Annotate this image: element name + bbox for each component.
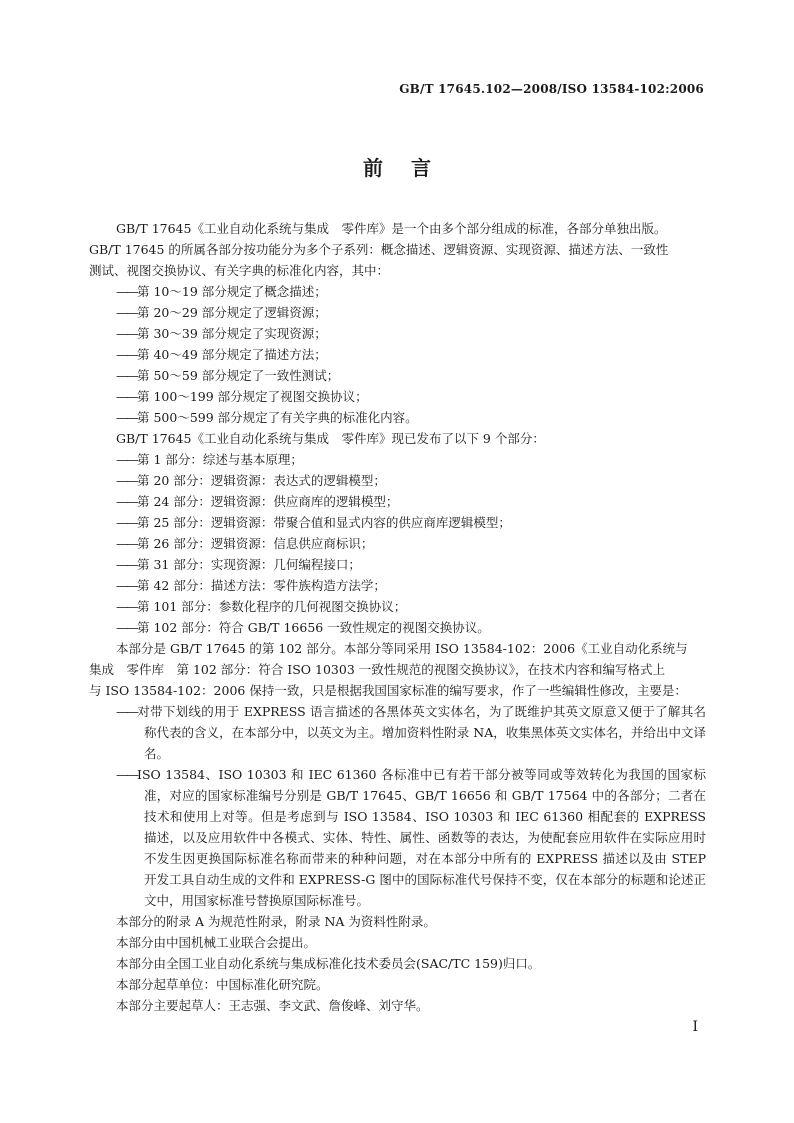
list-item: ——对带下划线的用于 EXPRESS 语言描述的各黑体英文实体名，为了既维护其英文原意又便于了解其名称代表的含义，在本部分中，以英文为主。增加资料性附录 NA，收集黑体英文实体名，并给出中文译名。 <box>116 704 706 761</box>
list-item: ——第 40～49 部分规定了描述方法； <box>116 347 327 362</box>
list-item: ——第 20～29 部分规定了逻辑资源； <box>116 305 327 320</box>
intro-line-1: GB/T 17645《工业自动化系统与集成 零件库》是一个由多个部分组成的标准，各部分单独出版。 <box>116 221 667 236</box>
list-item: ——第 24 部分：逻辑资源：供应商库的逻辑模型； <box>116 494 399 509</box>
published-intro: GB/T 17645《工业自动化系统与集成 零件库》现已发布了以下 9 个部分： <box>116 431 545 446</box>
standard-code-header: GB/T 17645.102—2008/ISO 13584-102:2006 <box>399 82 704 96</box>
list-item: ——第 1 部分：综述与基本原理； <box>116 452 303 467</box>
closing-drafting-unit: 本部分起草单位：中国标准化研究院。 <box>116 977 329 992</box>
published-parts-list <box>89 449 706 638</box>
adoption-line-3: 与 ISO 13584-102：2006 保持一致，只是根据我国国家标准的编写要求，作了一些编辑性修改，主要是： <box>89 683 687 698</box>
series-list <box>89 281 706 428</box>
closing-drafters: 本部分主要起草人：王志强、李文武、詹俊峰、刘守华。 <box>116 998 429 1013</box>
closing-proposer: 本部分由中国机械工业联合会提出。 <box>116 935 317 950</box>
list-item: ——第 26 部分：逻辑资源：信息供应商标识； <box>116 536 374 551</box>
list-item: ——第 31 部分：实现资源：几何编程接口； <box>116 557 361 572</box>
list-item: ——第 500～599 部分规定了有关字典的标准化内容。 <box>116 410 418 425</box>
list-item: ——第 25 部分：逻辑资源：带聚合值和显式内容的供应商库逻辑模型； <box>116 515 511 530</box>
list-item: ——第 30～39 部分规定了实现资源； <box>116 326 327 341</box>
list-item: ——ISO 13584、ISO 10303 和 IEC 61360 各标准中已有若干部分被等同或等效转化为我国的国家标准，对应的国家标准编号分别是 GB/T 17645、GB/T 16656 和 GB/T 17564 中的各部分；二者在技术和使用上对等。但是考虑到与 ISO 13584、ISO 10303 和 IEC 61360 相配套的 EXPRESS 描述，以及应用软件中各模式、实体、特性、属性、函数等的表达，为使配套应用软件在实际应用时不发生因更换国际标准名称而带来的种种问题，对在本部分中所有的 EXPRESS 描述以及由 STEP 开发工具自动生成的文件和 EXPRESS-G 图中的国际标准代号保持不变，仅在本部分的标题和论述正文中，用国家标准号替换原国际标准号。 <box>116 767 706 908</box>
intro-line-3: 测试、视图交换协议、有关字典的标准化内容，其中： <box>89 263 390 278</box>
intro-line-2: GB/T 17645 的所属各部分按功能分为多个子系列：概念描述、逻辑资源、实现资源、描述方法、一致性 <box>89 242 669 257</box>
adoption-line-1: 本部分是 GB/T 17645 的第 102 部分。本部分等同采用 ISO 13584-102：2006《工业自动化系统与 <box>116 641 688 656</box>
closing-annex-note: 本部分的附录 A 为规范性附录，附录 NA 为资料性附录。 <box>116 914 436 929</box>
list-item: ——第 42 部分：描述方法：零件族构造方法学； <box>116 578 386 593</box>
list-item: ——第 10～19 部分规定了概念描述； <box>116 284 327 299</box>
list-item: ——第 50～59 部分规定了一致性测试； <box>116 368 340 383</box>
adoption-line-2: 集成 零件库 第 102 部分：符合 ISO 10303 一致性规范的视图交换协议》，在技术内容和编写格式上 <box>89 662 665 677</box>
page-number: I <box>692 1019 698 1035</box>
closing-committee: 本部分由全国工业自动化系统与集成标准化技术委员会(SAC/TC 159)归口。 <box>116 956 541 971</box>
preface-body <box>89 218 706 1016</box>
list-item: ——第 101 部分：参数化程序的几何视图交换协议； <box>116 599 407 614</box>
list-item: ——第 102 部分：符合 GB/T 16656 一致性规定的视图交换协议。 <box>116 620 490 635</box>
list-item: ——第 20 部分：逻辑资源：表达式的逻辑模型； <box>116 473 386 488</box>
list-item: ——第 100～199 部分规定了视图交换协议； <box>116 389 368 404</box>
changes-list <box>89 701 706 911</box>
page-title: 前言 <box>363 156 459 180</box>
